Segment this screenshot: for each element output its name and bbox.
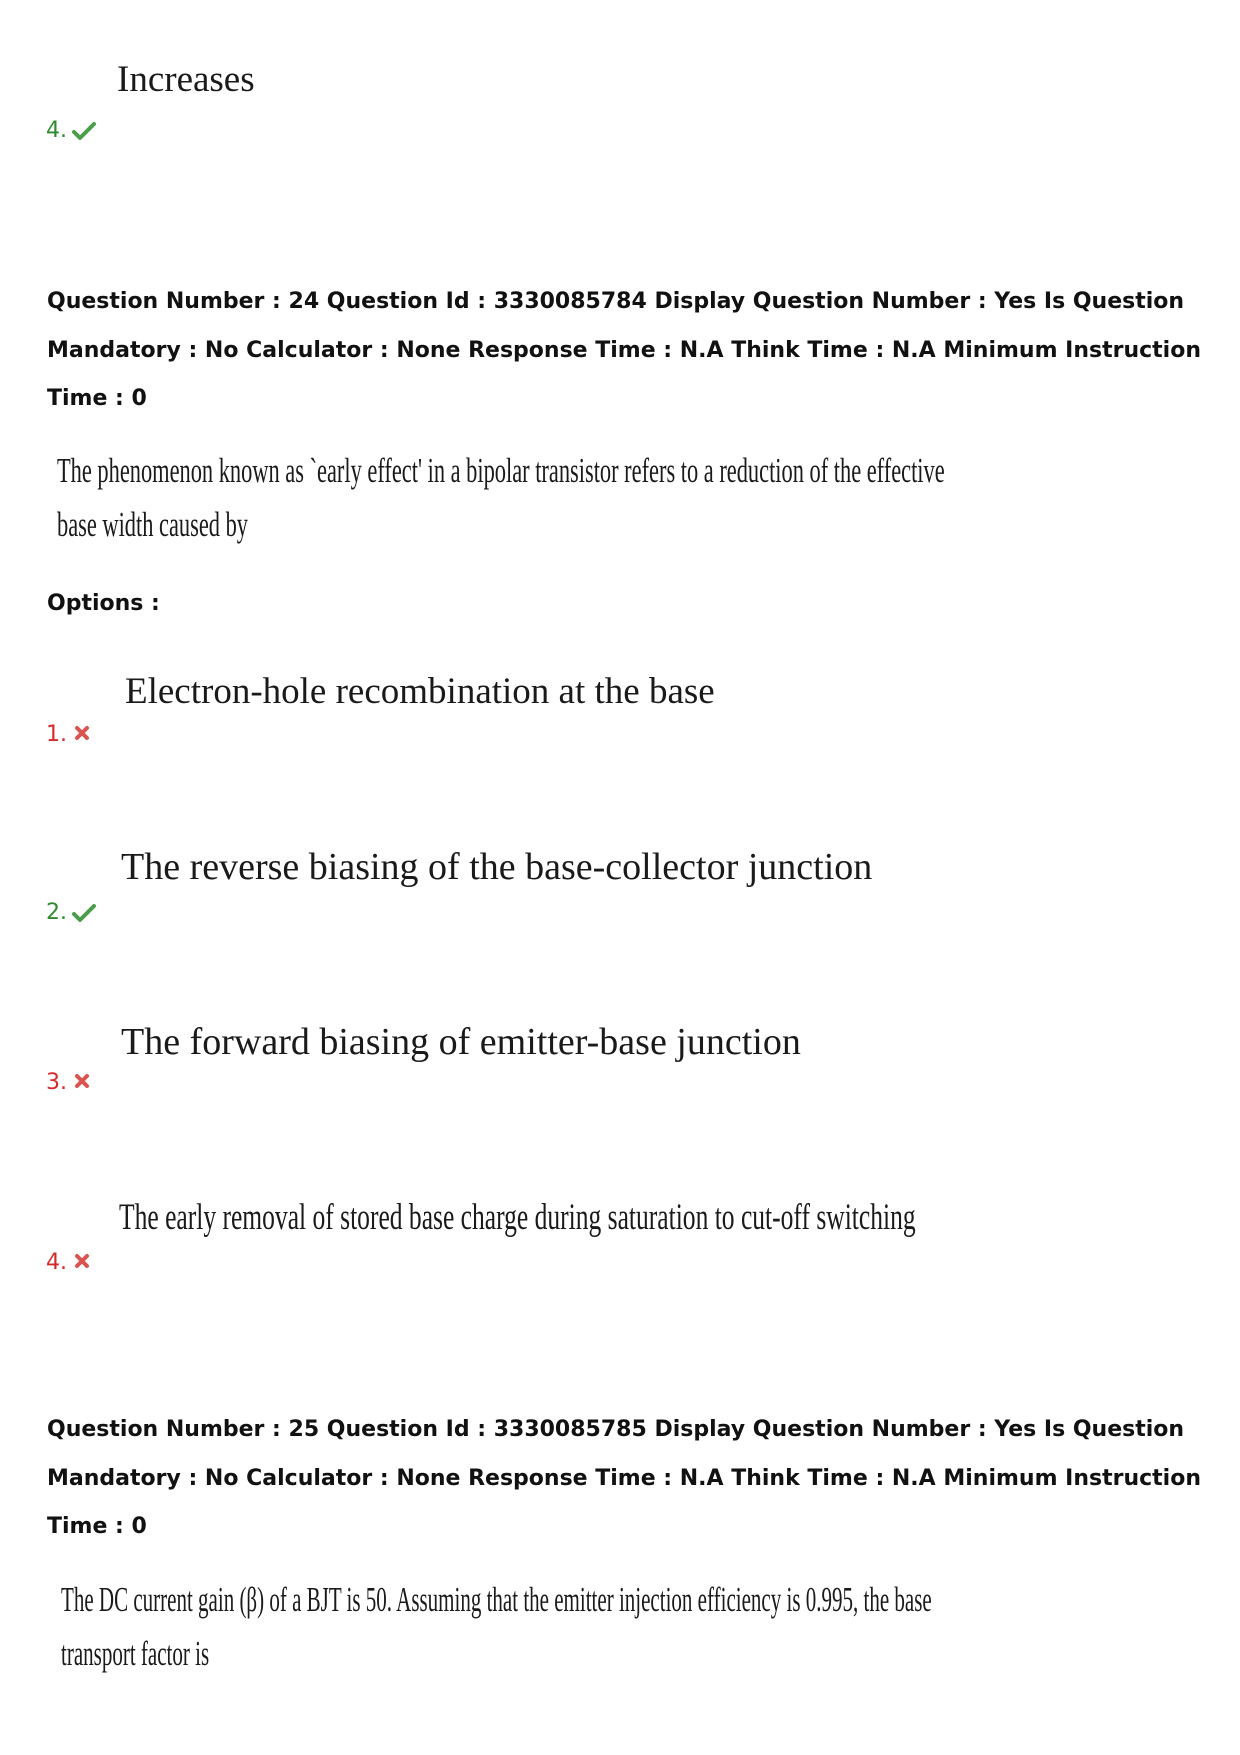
option-4-label: 4. — [46, 1250, 67, 1275]
question-24-text-line2: base width caused by — [57, 505, 248, 544]
cross-icon — [71, 1252, 97, 1274]
option-3-label: 3. — [46, 1070, 67, 1095]
option-2-text: The reverse biasing of the base-collector junction — [121, 846, 873, 888]
option-1-number — [46, 722, 97, 747]
prev-option-4-label: 4. — [46, 118, 67, 143]
prev-option-4-text: Increases — [117, 59, 255, 100]
option-3-number — [46, 1070, 97, 1095]
question-24-text-line1: The phenomenon known as `early effect' in a bipolar transistor refers to a reduction of the effective — [57, 451, 945, 490]
option-2-label: 2. — [46, 900, 67, 925]
question-25-meta: Question Number : 25 Question Id : 3330085785 Display Question Number : Yes Is Question Mandatory : No Calculator : None Response Time : N.A Think Time : N.A Minimum Instruction Time : 0 — [47, 1417, 1202, 1539]
check-icon — [71, 902, 97, 924]
cross-icon — [71, 724, 97, 746]
cross-icon — [71, 1072, 97, 1094]
question-25-text-line2: transport factor is — [61, 1634, 210, 1673]
option-1-text: Electron-hole recombination at the base — [125, 671, 715, 712]
prev-option-4-number — [46, 118, 97, 143]
options-label: Options : — [47, 591, 160, 616]
question-25-text-line1: The DC current gain (β) of a BJT is 50. Assuming that the emitter injection efficiency is 0.995, the base — [61, 1580, 932, 1619]
option-2-number — [46, 900, 97, 925]
option-1-label: 1. — [46, 722, 67, 747]
option-4-text: The early removal of stored base charge during saturation to cut-off switching — [119, 1197, 916, 1238]
option-4-number — [46, 1250, 97, 1275]
option-3-text: The forward biasing of emitter-base junction — [121, 1021, 801, 1063]
question-24-meta: Question Number : 24 Question Id : 3330085784 Display Question Number : Yes Is Question Mandatory : No Calculator : None Response Time : N.A Think Time : N.A Minimum Instruction Time : 0 — [47, 289, 1202, 411]
check-icon — [71, 120, 97, 142]
